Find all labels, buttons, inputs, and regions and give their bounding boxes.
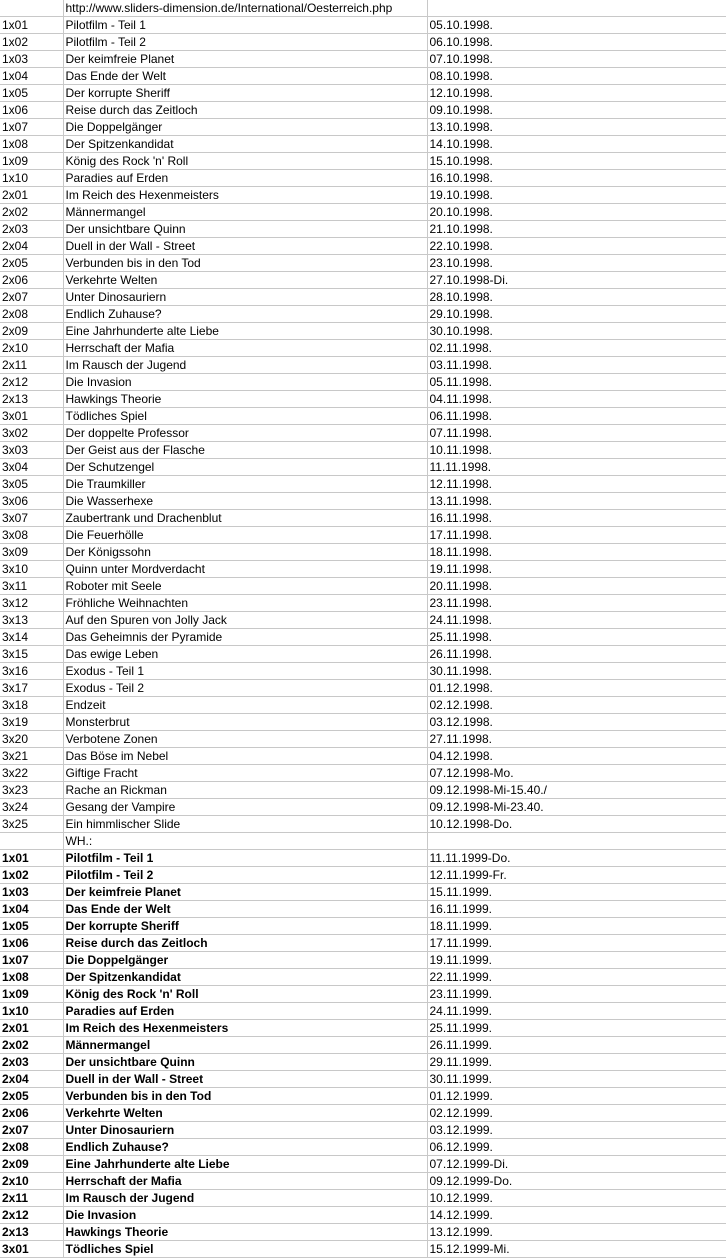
air-date-cell[interactable]: 13.11.1998. <box>427 493 726 510</box>
episode-number-cell[interactable]: 1x01 <box>0 850 63 867</box>
air-date-cell[interactable]: 27.11.1998. <box>427 731 726 748</box>
episode-title-cell[interactable]: Eine Jahrhunderte alte Liebe <box>63 323 427 340</box>
episode-title-cell[interactable]: Die Doppelgänger <box>63 952 427 969</box>
episode-title-cell[interactable]: Monsterbrut <box>63 714 427 731</box>
table-row <box>0 408 726 425</box>
episode-number-cell[interactable]: 3x04 <box>0 459 63 476</box>
episode-title-cell[interactable]: Der korrupte Sheriff <box>63 918 427 935</box>
episode-title-cell[interactable]: Paradies auf Erden <box>63 1003 427 1020</box>
episode-title-cell[interactable]: Endlich Zuhause? <box>63 306 427 323</box>
episode-title-cell[interactable]: Auf den Spuren von Jolly Jack <box>63 612 427 629</box>
table-row <box>0 391 726 408</box>
episode-number-cell[interactable]: 1x09 <box>0 986 63 1003</box>
episode-number-cell[interactable]: 2x10 <box>0 1173 63 1190</box>
episode-number-cell[interactable]: 1x08 <box>0 969 63 986</box>
episode-number-cell[interactable]: 1x10 <box>0 1003 63 1020</box>
episode-number-cell[interactable]: 2x02 <box>0 1037 63 1054</box>
air-date-cell[interactable]: 02.12.1998. <box>427 697 726 714</box>
table-row <box>0 85 726 102</box>
table-row <box>0 255 726 272</box>
episode-number-cell[interactable]: 3x24 <box>0 799 63 816</box>
table-row <box>0 1173 726 1190</box>
air-date-cell[interactable]: 11.11.1998. <box>427 459 726 476</box>
air-date-cell[interactable]: 09.10.1998. <box>427 102 726 119</box>
air-date-cell[interactable]: 20.10.1998. <box>427 204 726 221</box>
air-date-cell[interactable]: 04.11.1998. <box>427 391 726 408</box>
table-row <box>0 1003 726 1020</box>
episode-number-cell[interactable]: 3x01 <box>0 408 63 425</box>
table-row <box>0 102 726 119</box>
episode-title-cell[interactable]: Der keimfreie Planet <box>63 884 427 901</box>
air-date-cell[interactable]: 25.11.1998. <box>427 629 726 646</box>
episode-number-cell[interactable] <box>0 833 63 850</box>
episode-title-cell[interactable]: Im Rausch der Jugend <box>63 357 427 374</box>
air-date-cell[interactable]: 03.12.1999. <box>427 1122 726 1139</box>
episode-number-cell[interactable]: 1x10 <box>0 170 63 187</box>
episode-number-cell[interactable]: 2x09 <box>0 323 63 340</box>
air-date-cell[interactable]: 23.11.1998. <box>427 595 726 612</box>
air-date-cell[interactable]: 28.10.1998. <box>427 289 726 306</box>
air-date-cell[interactable]: 29.11.1999. <box>427 1054 726 1071</box>
episode-title-cell[interactable]: Verkehrte Welten <box>63 272 427 289</box>
table-row <box>0 1020 726 1037</box>
episode-number-cell[interactable]: 2x09 <box>0 1156 63 1173</box>
table-row <box>0 884 726 901</box>
air-date-cell[interactable]: 05.11.1998. <box>427 374 726 391</box>
episode-number-cell[interactable]: 3x23 <box>0 782 63 799</box>
episode-number-cell[interactable]: 2x07 <box>0 289 63 306</box>
episode-title-cell[interactable]: Duell in der Wall - Street <box>63 1071 427 1088</box>
episode-title-cell[interactable]: Pilotfilm - Teil 2 <box>63 34 427 51</box>
air-date-cell[interactable]: 09.12.1998-Mi-23.40. <box>427 799 726 816</box>
episode-number-cell[interactable]: 1x08 <box>0 136 63 153</box>
table-row <box>0 306 726 323</box>
air-date-cell[interactable]: 07.10.1998. <box>427 51 726 68</box>
table-row <box>0 272 726 289</box>
table-row <box>0 1207 726 1224</box>
air-date-cell[interactable]: 18.11.1998. <box>427 544 726 561</box>
table-row <box>0 1105 726 1122</box>
episode-number-cell[interactable]: 3x19 <box>0 714 63 731</box>
episode-title-cell[interactable]: Quinn unter Mordverdacht <box>63 561 427 578</box>
episode-title-cell[interactable]: Fröhliche Weihnachten <box>63 595 427 612</box>
episode-number-cell[interactable]: 1x06 <box>0 102 63 119</box>
table-row <box>0 612 726 629</box>
air-date-cell[interactable]: 03.11.1998. <box>427 357 726 374</box>
air-date-cell[interactable]: 26.11.1998. <box>427 646 726 663</box>
table-row <box>0 238 726 255</box>
episode-title-cell[interactable]: Die Traumkiller <box>63 476 427 493</box>
episode-number-cell[interactable]: 3x06 <box>0 493 63 510</box>
episode-title-cell[interactable]: Der Spitzenkandidat <box>63 136 427 153</box>
episode-title-cell[interactable]: Unter Dinosauriern <box>63 1122 427 1139</box>
episode-title-cell[interactable]: Verbotene Zonen <box>63 731 427 748</box>
table-row <box>0 595 726 612</box>
episode-number-cell[interactable]: 3x08 <box>0 527 63 544</box>
episode-title-cell[interactable]: Hawkings Theorie <box>63 391 427 408</box>
episode-number-cell[interactable]: 2x03 <box>0 1054 63 1071</box>
table-row <box>0 867 726 884</box>
table-row <box>0 952 726 969</box>
air-date-cell[interactable]: 01.12.1998. <box>427 680 726 697</box>
air-date-cell[interactable]: 30.10.1998. <box>427 323 726 340</box>
episode-number-cell[interactable]: 2x12 <box>0 374 63 391</box>
episode-number-cell[interactable]: 3x11 <box>0 578 63 595</box>
table-row <box>0 425 726 442</box>
table-row <box>0 629 726 646</box>
table-row <box>0 204 726 221</box>
episode-number-cell[interactable]: 3x17 <box>0 680 63 697</box>
air-date-cell[interactable]: 15.10.1998. <box>427 153 726 170</box>
table-row <box>0 1224 726 1241</box>
episode-title-cell[interactable]: Im Reich des Hexenmeisters <box>63 1020 427 1037</box>
episode-title-cell[interactable]: Der keimfreie Planet <box>63 51 427 68</box>
table-row <box>0 1054 726 1071</box>
episode-number-cell[interactable]: 2x06 <box>0 272 63 289</box>
episode-title-cell[interactable]: Exodus - Teil 1 <box>63 663 427 680</box>
episode-title-cell[interactable]: Im Reich des Hexenmeisters <box>63 187 427 204</box>
table-row <box>0 1190 726 1207</box>
episode-title-cell[interactable]: Verkehrte Welten <box>63 1105 427 1122</box>
air-date-cell[interactable]: 06.12.1999. <box>427 1139 726 1156</box>
episode-title-cell[interactable]: Reise durch das Zeitloch <box>63 935 427 952</box>
episode-number-cell[interactable]: 2x08 <box>0 1139 63 1156</box>
episode-title-cell[interactable]: Duell in der Wall - Street <box>63 238 427 255</box>
header-cell-date[interactable] <box>427 0 726 17</box>
episode-title-cell[interactable]: Endlich Zuhause? <box>63 1139 427 1156</box>
table-row <box>0 357 726 374</box>
table-row <box>0 850 726 867</box>
episode-number-cell[interactable]: 3x14 <box>0 629 63 646</box>
episode-title-cell[interactable]: Die Wasserhexe <box>63 493 427 510</box>
episode-number-cell[interactable]: 3x25 <box>0 816 63 833</box>
table-row <box>0 901 726 918</box>
episode-title-cell[interactable]: Herrschaft der Mafia <box>63 340 427 357</box>
table-row <box>0 799 726 816</box>
table-row <box>0 1241 726 1258</box>
episode-title-cell[interactable]: Pilotfilm - Teil 1 <box>63 17 427 34</box>
air-date-cell[interactable]: 23.10.1998. <box>427 255 726 272</box>
table-row <box>0 765 726 782</box>
episode-title-cell[interactable]: Der Schutzengel <box>63 459 427 476</box>
table-row <box>0 374 726 391</box>
episode-number-cell[interactable]: 3x16 <box>0 663 63 680</box>
episode-number-cell[interactable]: 2x07 <box>0 1122 63 1139</box>
episode-title-cell[interactable]: Das Geheimnis der Pyramide <box>63 629 427 646</box>
episode-title-cell[interactable]: Verbunden bis in den Tod <box>63 1088 427 1105</box>
episode-title-cell[interactable]: Ein himmlischer Slide <box>63 816 427 833</box>
episode-number-cell[interactable]: 2x04 <box>0 238 63 255</box>
table-row <box>0 731 726 748</box>
episode-title-cell[interactable]: Pilotfilm - Teil 1 <box>63 850 427 867</box>
table-row <box>0 323 726 340</box>
air-date-cell[interactable]: 30.11.1999. <box>427 1071 726 1088</box>
table-row <box>0 986 726 1003</box>
air-date-cell[interactable]: 24.11.1998. <box>427 612 726 629</box>
episode-title-cell[interactable]: Die Invasion <box>63 1207 427 1224</box>
episode-number-cell[interactable]: 2x11 <box>0 357 63 374</box>
episode-number-cell[interactable]: 2x02 <box>0 204 63 221</box>
episode-title-cell[interactable]: Die Invasion <box>63 374 427 391</box>
table-row <box>0 459 726 476</box>
table-row <box>0 1071 726 1088</box>
table-row <box>0 578 726 595</box>
episode-number-cell[interactable]: 1x09 <box>0 153 63 170</box>
episode-title-cell[interactable]: Exodus - Teil 2 <box>63 680 427 697</box>
episode-number-cell[interactable]: 3x01 <box>0 1241 63 1258</box>
table-row <box>0 153 726 170</box>
air-date-cell[interactable]: 09.12.1999-Do. <box>427 1173 726 1190</box>
air-date-cell[interactable]: 07.12.1998-Mo. <box>427 765 726 782</box>
episode-title-cell[interactable]: Pilotfilm - Teil 2 <box>63 867 427 884</box>
air-date-cell[interactable]: 19.10.1998. <box>427 187 726 204</box>
air-date-cell[interactable]: 07.11.1998. <box>427 425 726 442</box>
episode-number-cell[interactable]: 3x07 <box>0 510 63 527</box>
table-row <box>0 119 726 136</box>
episode-title-cell[interactable]: Der unsichtbare Quinn <box>63 1054 427 1071</box>
air-date-cell[interactable]: 21.10.1998. <box>427 221 726 238</box>
episode-number-cell[interactable]: 2x05 <box>0 255 63 272</box>
table-row <box>0 527 726 544</box>
episode-number-cell[interactable]: 1x04 <box>0 68 63 85</box>
episode-number-cell[interactable]: 2x06 <box>0 1105 63 1122</box>
table-row <box>0 935 726 952</box>
episode-number-cell[interactable]: 1x02 <box>0 867 63 884</box>
episode-number-cell[interactable]: 2x05 <box>0 1088 63 1105</box>
table-row <box>0 663 726 680</box>
episode-number-cell[interactable]: 3x12 <box>0 595 63 612</box>
source-url[interactable]: http://www.sliders-dimension.de/International/Oesterreich.php <box>63 0 427 17</box>
episode-number-cell[interactable]: 2x11 <box>0 1190 63 1207</box>
air-date-cell[interactable]: 07.12.1999-Di. <box>427 1156 726 1173</box>
episode-number-cell[interactable]: 3x13 <box>0 612 63 629</box>
episode-number-cell[interactable]: 3x18 <box>0 697 63 714</box>
table-row <box>0 510 726 527</box>
episode-number-cell[interactable]: 1x07 <box>0 119 63 136</box>
air-date-cell[interactable]: 16.11.1999. <box>427 901 726 918</box>
air-date-cell[interactable]: 11.11.1999-Do. <box>427 850 726 867</box>
air-date-cell[interactable]: 06.10.1998. <box>427 34 726 51</box>
episode-number-cell[interactable]: 3x09 <box>0 544 63 561</box>
episode-number-cell[interactable]: 2x13 <box>0 1224 63 1241</box>
table-row <box>0 714 726 731</box>
air-date-cell[interactable]: 17.11.1998. <box>427 527 726 544</box>
table-row <box>0 816 726 833</box>
table-row <box>0 544 726 561</box>
episode-number-cell[interactable]: 2x04 <box>0 1071 63 1088</box>
episode-title-cell[interactable]: Im Rausch der Jugend <box>63 1190 427 1207</box>
air-date-cell[interactable]: 02.12.1999. <box>427 1105 726 1122</box>
episode-number-cell[interactable]: 1x05 <box>0 85 63 102</box>
air-date-cell[interactable]: 16.11.1998. <box>427 510 726 527</box>
episode-number-cell[interactable]: 1x01 <box>0 17 63 34</box>
episode-number-cell[interactable]: 1x04 <box>0 901 63 918</box>
air-date-cell[interactable]: 19.11.1998. <box>427 561 726 578</box>
table-row <box>0 136 726 153</box>
air-date-cell[interactable]: 26.11.1999. <box>427 1037 726 1054</box>
episode-title-cell[interactable]: Zaubertrank und Drachenblut <box>63 510 427 527</box>
episode-number-cell[interactable]: 3x05 <box>0 476 63 493</box>
table-row <box>0 918 726 935</box>
air-date-cell[interactable]: 14.12.1999. <box>427 1207 726 1224</box>
table-row <box>0 289 726 306</box>
table-row <box>0 833 726 850</box>
episode-title-cell[interactable]: Unter Dinosauriern <box>63 289 427 306</box>
air-date-cell[interactable]: 24.11.1999. <box>427 1003 726 1020</box>
air-date-cell[interactable]: 06.11.1998. <box>427 408 726 425</box>
table-row <box>0 187 726 204</box>
air-date-cell[interactable]: 16.10.1998. <box>427 170 726 187</box>
episode-title-cell[interactable]: Das ewige Leben <box>63 646 427 663</box>
episode-title-cell[interactable]: König des Rock 'n' Roll <box>63 986 427 1003</box>
episode-title-cell[interactable]: Der Geist aus der Flasche <box>63 442 427 459</box>
air-date-cell[interactable] <box>427 833 726 850</box>
table-row <box>0 170 726 187</box>
episode-title-cell[interactable]: Reise durch das Zeitloch <box>63 102 427 119</box>
air-date-cell[interactable]: 10.12.1998-Do. <box>427 816 726 833</box>
episode-title-cell[interactable]: Das Ende der Welt <box>63 68 427 85</box>
air-date-cell[interactable]: 01.12.1999. <box>427 1088 726 1105</box>
air-date-cell[interactable]: 03.12.1998. <box>427 714 726 731</box>
header-cell-episode[interactable] <box>0 0 63 17</box>
table-row <box>0 1156 726 1173</box>
table-row <box>0 782 726 799</box>
episode-title-cell[interactable]: Eine Jahrhunderte alte Liebe <box>63 1156 427 1173</box>
episode-title-cell[interactable]: WH.: <box>63 833 427 850</box>
episode-number-cell[interactable]: 3x22 <box>0 765 63 782</box>
episode-number-cell[interactable]: 1x07 <box>0 952 63 969</box>
episode-title-cell[interactable]: Männermangel <box>63 204 427 221</box>
episode-number-cell[interactable]: 3x02 <box>0 425 63 442</box>
table-row <box>0 1139 726 1156</box>
air-date-cell[interactable]: 29.10.1998. <box>427 306 726 323</box>
episode-title-cell[interactable]: Endzeit <box>63 697 427 714</box>
table-row <box>0 969 726 986</box>
air-date-cell[interactable]: 23.11.1999. <box>427 986 726 1003</box>
air-date-cell[interactable]: 14.10.1998. <box>427 136 726 153</box>
episode-number-cell[interactable]: 2x13 <box>0 391 63 408</box>
air-date-cell[interactable]: 22.10.1998. <box>427 238 726 255</box>
episode-title-cell[interactable]: König des Rock 'n' Roll <box>63 153 427 170</box>
episode-number-cell[interactable]: 3x15 <box>0 646 63 663</box>
episode-number-cell[interactable]: 1x03 <box>0 51 63 68</box>
episode-title-cell[interactable]: Rache an Rickman <box>63 782 427 799</box>
air-date-cell[interactable]: 30.11.1998. <box>427 663 726 680</box>
episode-title-cell[interactable]: Verbunden bis in den Tod <box>63 255 427 272</box>
table-row <box>0 493 726 510</box>
air-date-cell[interactable]: 15.12.1999-Mi. <box>427 1241 726 1258</box>
episode-number-cell[interactable]: 2x01 <box>0 1020 63 1037</box>
air-date-cell[interactable]: 15.11.1999. <box>427 884 726 901</box>
air-date-cell[interactable]: 10.12.1999. <box>427 1190 726 1207</box>
episode-number-cell[interactable]: 3x03 <box>0 442 63 459</box>
episode-number-cell[interactable]: 2x03 <box>0 221 63 238</box>
episode-number-cell[interactable]: 2x01 <box>0 187 63 204</box>
air-date-cell[interactable]: 08.10.1998. <box>427 68 726 85</box>
episode-title-cell[interactable]: Gesang der Vampire <box>63 799 427 816</box>
episode-title-cell[interactable]: Die Doppelgänger <box>63 119 427 136</box>
episode-title-cell[interactable]: Tödliches Spiel <box>63 408 427 425</box>
air-date-cell[interactable]: 02.11.1998. <box>427 340 726 357</box>
episode-title-cell[interactable]: Männermangel <box>63 1037 427 1054</box>
air-date-cell[interactable]: 25.11.1999. <box>427 1020 726 1037</box>
air-date-cell[interactable]: 18.11.1999. <box>427 918 726 935</box>
table-row <box>0 68 726 85</box>
air-date-cell[interactable]: 20.11.1998. <box>427 578 726 595</box>
episode-title-cell[interactable]: Das Ende der Welt <box>63 901 427 918</box>
header-row <box>0 0 726 17</box>
air-date-cell[interactable]: 10.11.1998. <box>427 442 726 459</box>
episode-title-cell[interactable]: Der doppelte Professor <box>63 425 427 442</box>
air-date-cell[interactable]: 12.11.1998. <box>427 476 726 493</box>
air-date-cell[interactable]: 17.11.1999. <box>427 935 726 952</box>
air-date-cell[interactable]: 27.10.1998-Di. <box>427 272 726 289</box>
episode-number-cell[interactable]: 3x20 <box>0 731 63 748</box>
episode-title-cell[interactable]: Die Feuerhölle <box>63 527 427 544</box>
episode-number-cell[interactable]: 1x06 <box>0 935 63 952</box>
episode-title-cell[interactable]: Das Böse im Nebel <box>63 748 427 765</box>
table-row <box>0 476 726 493</box>
episode-title-cell[interactable]: Roboter mit Seele <box>63 578 427 595</box>
episode-number-cell[interactable]: 3x10 <box>0 561 63 578</box>
table-row <box>0 340 726 357</box>
air-date-cell[interactable]: 09.12.1998-Mi-15.40./ <box>427 782 726 799</box>
episode-title-cell[interactable]: Giftige Fracht <box>63 765 427 782</box>
episode-number-cell[interactable]: 1x03 <box>0 884 63 901</box>
table-row <box>0 17 726 34</box>
episode-title-cell[interactable]: Hawkings Theorie <box>63 1224 427 1241</box>
episode-number-cell[interactable]: 1x05 <box>0 918 63 935</box>
episode-title-cell[interactable]: Herrschaft der Mafia <box>63 1173 427 1190</box>
episode-number-cell[interactable]: 3x21 <box>0 748 63 765</box>
air-date-cell[interactable]: 12.11.1999-Fr. <box>427 867 726 884</box>
air-date-cell[interactable]: 13.10.1998. <box>427 119 726 136</box>
air-date-cell[interactable]: 19.11.1999. <box>427 952 726 969</box>
air-date-cell[interactable]: 13.12.1999. <box>427 1224 726 1241</box>
air-date-cell[interactable]: 22.11.1999. <box>427 969 726 986</box>
air-date-cell[interactable]: 05.10.1998. <box>427 17 726 34</box>
episode-number-cell[interactable]: 1x02 <box>0 34 63 51</box>
table-row <box>0 697 726 714</box>
episode-title-cell[interactable]: Der Königssohn <box>63 544 427 561</box>
episode-number-cell[interactable]: 2x08 <box>0 306 63 323</box>
table-row <box>0 1088 726 1105</box>
table-row <box>0 561 726 578</box>
table-row <box>0 748 726 765</box>
episode-title-cell[interactable]: Der korrupte Sheriff <box>63 85 427 102</box>
episode-number-cell[interactable]: 2x10 <box>0 340 63 357</box>
air-date-cell[interactable]: 12.10.1998. <box>427 85 726 102</box>
table-row <box>0 51 726 68</box>
table-row <box>0 1122 726 1139</box>
air-date-cell[interactable]: 04.12.1998. <box>427 748 726 765</box>
episode-title-cell[interactable]: Der Spitzenkandidat <box>63 969 427 986</box>
table-row <box>0 1037 726 1054</box>
table-row <box>0 680 726 697</box>
table-row <box>0 442 726 459</box>
episode-number-cell[interactable]: 2x12 <box>0 1207 63 1224</box>
table-row <box>0 34 726 51</box>
table-row <box>0 646 726 663</box>
table-row <box>0 221 726 238</box>
episode-title-cell[interactable]: Paradies auf Erden <box>63 170 427 187</box>
episode-title-cell[interactable]: Tödliches Spiel <box>63 1241 427 1258</box>
episode-title-cell[interactable]: Der unsichtbare Quinn <box>63 221 427 238</box>
